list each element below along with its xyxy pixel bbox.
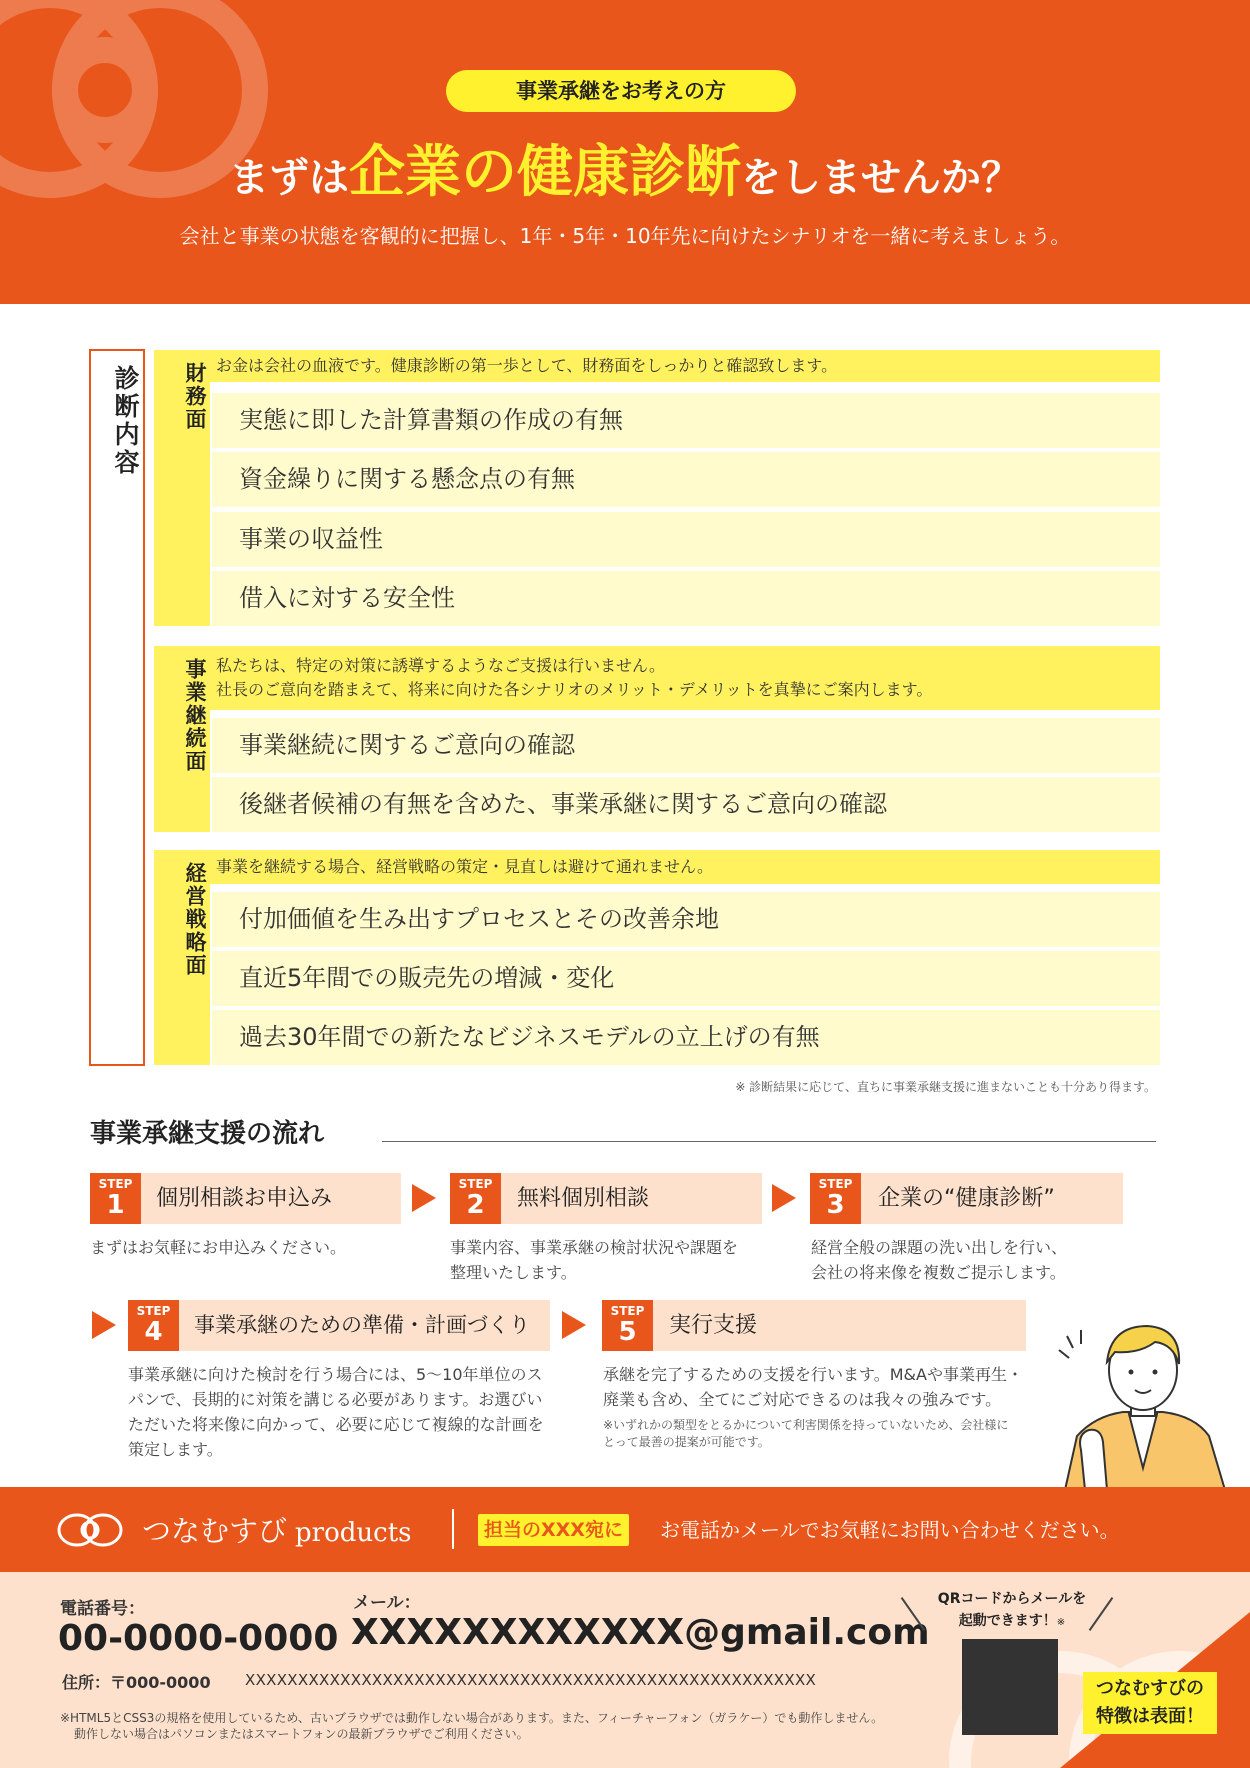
- step-label: 個別相談お申込み: [156, 1186, 333, 1211]
- step-5: [602, 1300, 1026, 1351]
- group-intro-finance: [210, 350, 1160, 382]
- group-intro-line: 社長のご意向を踏まえて、将来に向けた各シナリオのメリット・デメリットを真摯にご案内します。: [216, 680, 933, 699]
- brand-logo-text: [142, 1509, 411, 1550]
- step-number: 3: [826, 1190, 845, 1220]
- step-badge: [602, 1300, 653, 1351]
- step-desc-line: 事業承継に向けた検討を行う場合には、5〜10年単位のス: [128, 1365, 543, 1384]
- arrow-right-icon: [92, 1311, 116, 1339]
- arrow-right-icon: [562, 1311, 586, 1339]
- address-label: 住所：〒000-0000: [62, 1673, 211, 1692]
- group-bar-continuity: [154, 646, 210, 832]
- page-title: [0, 138, 1250, 213]
- contact-highlight: 担当のXXX宛に: [478, 1514, 629, 1546]
- step-desc-line: 経営全般の課題の洗い出しを行い、: [811, 1238, 1068, 1257]
- step-desc-line: 承継を完了するための支援を行います。M&Aや事業再生・: [603, 1365, 1023, 1384]
- step-desc-line: 策定します。: [128, 1440, 223, 1459]
- qr-caption-line: QRコードからメールを: [937, 1591, 1087, 1607]
- diagnosis-item: 事業継続に関するご意向の確認: [212, 718, 1160, 773]
- step-description: [450, 1235, 738, 1285]
- group-intro-line: 私たちは、特定の対策に誘導するようなご支援は行いません。: [216, 656, 665, 675]
- phone-label: 電話番号：: [60, 1599, 145, 1619]
- qr-code[interactable]: [962, 1639, 1058, 1735]
- corner-tag: [1083, 1672, 1217, 1734]
- diagnosis-item: 付加価値を生み出すプロセスとその改善余地: [212, 892, 1160, 947]
- step-number: 1: [106, 1190, 125, 1220]
- step-badge: [90, 1173, 141, 1224]
- fine-print: [60, 1710, 920, 1742]
- group-intro-line: 事業を継続する場合、経営戦略の策定・見直しは避けて通れません。: [216, 857, 713, 876]
- knot-logo-icon: [55, 1510, 125, 1550]
- step-word: STEP: [98, 1177, 133, 1191]
- diagnosis-label: 診断内容: [111, 365, 140, 477]
- fine-print-line: ※HTML5とCSS3の規格を使用しているため、古いブラウザでは動作しない場合があります。また、フィーチャーフォン（ガラケー）でも動作しません。: [60, 1711, 884, 1725]
- step-number: 4: [144, 1317, 163, 1347]
- contact-bar: [0, 1487, 1250, 1572]
- hero-header: [0, 0, 1250, 304]
- flow-title: 事業承継支援の流れ: [90, 1119, 325, 1149]
- step-word: STEP: [136, 1304, 171, 1318]
- group-name-strategy: 経営戦略面: [183, 862, 207, 977]
- step-badge: [450, 1173, 501, 1224]
- qr-caption-mark: ※: [1056, 1617, 1066, 1628]
- step-label: 無料個別相談: [517, 1186, 650, 1211]
- group-name-finance: 財務面: [183, 362, 207, 431]
- step-desc-line: 事業内容、事業承継の検討状況や課題を: [450, 1238, 739, 1257]
- step-4: [128, 1300, 550, 1351]
- diagnosis-item: 資金繰りに関する懸念点の有無: [212, 452, 1160, 507]
- footer: [0, 1572, 1250, 1768]
- step-desc-line: パンで、長期的に対策を講じる必要があります。お選びい: [128, 1390, 543, 1409]
- flow-title-rule: [382, 1141, 1156, 1142]
- arrow-right-icon: [772, 1184, 796, 1212]
- diagnosis-item: 事業の収益性: [212, 512, 1160, 567]
- qr-caption: [912, 1588, 1112, 1634]
- step-label: 企業の“健康診断”: [878, 1186, 1055, 1211]
- diagnosis-item: 借入に対する安全性: [212, 571, 1160, 626]
- diagnosis-label-box: [89, 349, 145, 1066]
- hero-subtitle: 会社と事業の状態を客観的に把握し、1年・5年・10年先に向けたシナリオを一緒に考えましょう。: [179, 224, 1071, 248]
- title-post: をしませんか？: [741, 155, 1021, 201]
- step-description: [811, 1235, 1067, 1285]
- step-desc-line: ただいた将来像に向かって、必要に応じて複線的な計画を: [128, 1415, 544, 1434]
- step-description: [128, 1362, 544, 1462]
- brand-products: products: [295, 1518, 412, 1548]
- step-word: STEP: [610, 1304, 645, 1318]
- step-number: 5: [618, 1317, 637, 1347]
- diagnosis-item: 実態に即した計算書類の作成の有無: [212, 393, 1160, 448]
- diagnosis-item: 過去30年間での新たなビジネスモデルの立上げの有無: [212, 1010, 1160, 1065]
- step-description: [90, 1235, 346, 1260]
- qr-caption-line: 起動できます！: [958, 1613, 1057, 1629]
- brand-name: つなむすび: [142, 1514, 288, 1548]
- step-desc-line: 会社の将来像を複数ご提示します。: [811, 1263, 1066, 1282]
- mail-address[interactable]: XXXXXXXXXXXX@gmail.com: [351, 1612, 930, 1653]
- step-note-line: とって最善の提案が可能です。: [603, 1435, 770, 1449]
- group-intro-line: お金は会社の血液です。健康診断の第一歩として、財務面をしっかりと確認致します。: [216, 356, 838, 375]
- step-3: [810, 1173, 1123, 1224]
- step-2: [450, 1173, 762, 1224]
- bar-divider: [452, 1509, 454, 1549]
- step-badge: [810, 1173, 861, 1224]
- step-5-note: [603, 1417, 1008, 1451]
- address-text: XXXXXXXXXXXXXXXXXXXXXXXXXXXXXXXXXXXXXXXXXXXXXXXXXXXXXX: [245, 1671, 817, 1689]
- title-highlight: 企業の健康診断: [349, 140, 741, 205]
- step-label: 実行支援: [669, 1313, 758, 1338]
- step-desc-line: まずはお気軽にお申込みください。: [90, 1238, 347, 1257]
- corner-tag-line: 特徴は表面！: [1096, 1706, 1204, 1727]
- step-note-line: ※いずれかの類型をとるかについて利害関係を持っていないため、会社様に: [603, 1418, 1009, 1432]
- audience-pill: 事業承継をお考えの方: [446, 70, 796, 112]
- step-desc-line: 整理いたします。: [450, 1263, 577, 1282]
- diagnosis-item: 後継者候補の有無を含めた、事業承継に関するご意向の確認: [212, 777, 1160, 832]
- title-pre: まずは: [229, 155, 349, 201]
- phone-number[interactable]: 00-0000-0000: [58, 1618, 339, 1659]
- step-label: 事業承継のための準備・計画づくり: [194, 1313, 530, 1337]
- consultant-illustration: [1055, 1318, 1231, 1490]
- step-badge: [128, 1300, 179, 1351]
- diagnosis-item: 直近5年間での販売先の増減・変化: [212, 951, 1160, 1006]
- step-desc-line: 廃業も含め、全てにご対応できるのは我々の強みです。: [603, 1390, 1002, 1409]
- arrow-right-icon: [412, 1184, 436, 1212]
- group-bar-finance: [154, 350, 210, 626]
- group-bar-strategy: [154, 850, 210, 1065]
- group-name-continuity: 事業継続面: [183, 658, 207, 773]
- step-word: STEP: [458, 1177, 493, 1191]
- contact-message: お電話かメールでお気軽にお問い合わせください。: [660, 1518, 1120, 1542]
- step-description: [603, 1362, 1023, 1412]
- step-number: 2: [466, 1190, 485, 1220]
- corner-tag-line: つなむすびの: [1096, 1678, 1204, 1699]
- group-intro-strategy: [210, 850, 1160, 884]
- mail-label: メール：: [353, 1593, 421, 1613]
- diagnosis-note: ※ 診断結果に応じて、直ちに事業承継支援に進まないことも十分あり得ます。: [735, 1080, 1156, 1094]
- fine-print-line: 動作しない場合はパソコンまたはスマートフォンの最新ブラウザでご利用ください。: [74, 1727, 529, 1741]
- step-word: STEP: [818, 1177, 853, 1191]
- step-1: [90, 1173, 401, 1224]
- group-intro-continuity: [210, 646, 1160, 710]
